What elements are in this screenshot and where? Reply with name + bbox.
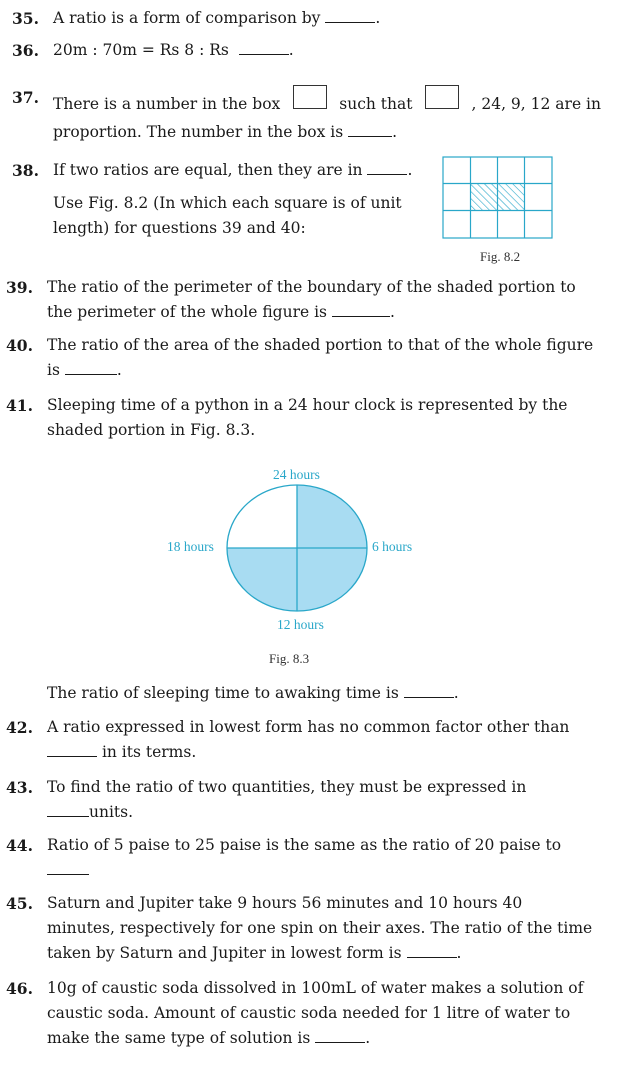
question-text: Sleeping time of a python in a 24 hour clock is represented by the: [47, 396, 568, 414]
period: .: [407, 161, 413, 179]
question-43: [47, 775, 595, 825]
answer-blank[interactable]: [47, 858, 89, 875]
question-text: shaded portion in Fig. 8.3.: [47, 421, 256, 439]
question-45: [47, 891, 595, 966]
shaded-quadrant-bottom-left: [227, 548, 297, 611]
question-text: is: [47, 361, 60, 379]
question-41-answer-line: [47, 681, 459, 706]
question-text: taken by Saturn and Jupiter in lowest form is: [47, 944, 402, 962]
question-46: [47, 976, 595, 1051]
answer-box[interactable]: [425, 85, 459, 109]
question-text: The ratio of the perimeter of the boundary of the shaded portion to: [47, 278, 576, 296]
question-number: 41.: [6, 396, 33, 415]
question-number: 37.: [12, 88, 39, 107]
question-text: The ratio of sleeping time to awaking time is: [47, 684, 399, 702]
instruction-line: Use Fig. 8.2 (In which each square is of unit: [53, 194, 402, 212]
period: .: [365, 1029, 371, 1047]
answer-blank[interactable]: [47, 800, 89, 817]
period: .: [456, 944, 462, 962]
question-text: minutes, respectively for one spin on their axes. The ratio of the time: [47, 919, 593, 937]
question-number: 44.: [6, 836, 33, 855]
question-37: [53, 85, 601, 145]
question-text: To find the ratio of two quantities, they must be expressed in: [47, 778, 527, 796]
question-number: 43.: [6, 778, 33, 797]
question-number: 39.: [6, 278, 33, 297]
fig-8-3-clock: [225, 484, 369, 614]
label-12-hours: 12 hours: [277, 617, 324, 632]
answer-blank[interactable]: [367, 158, 407, 175]
question-40: [47, 333, 595, 383]
question-number: 38.: [12, 161, 39, 180]
answer-blank[interactable]: [404, 681, 454, 698]
question-text: 10g of caustic soda dissolved in 100mL of water makes a solution of: [47, 979, 584, 997]
question-text: A ratio expressed in lowest form has no common factor other than: [47, 718, 570, 736]
question-39: [47, 275, 595, 325]
question-text: If two ratios are equal, then they are in: [53, 161, 363, 179]
question-text: Saturn and Jupiter take 9 hours 56 minutes and 10 hours 40: [47, 894, 523, 912]
question-number: 40.: [6, 336, 33, 355]
question-number: 45.: [6, 894, 33, 913]
question-text: A ratio is a form of comparison by: [53, 9, 321, 27]
question-text: units.: [89, 803, 134, 821]
shaded-cell: [498, 184, 525, 211]
question-42: [47, 715, 595, 765]
answer-blank[interactable]: [65, 358, 117, 375]
question-text: Ratio of 5 paise to 25 paise is the same as the ratio of 20 paise to: [47, 836, 562, 854]
question-text: in its terms.: [101, 743, 197, 761]
instruction-line: length) for questions 39 and 40:: [53, 219, 306, 237]
question-text: The ratio of the area of the shaded portion to that of the whole figure: [47, 336, 594, 354]
question-text: 20m : 70m = Rs 8 : Rs: [53, 41, 229, 59]
label-6-hours: 6 hours: [372, 539, 413, 554]
period: .: [288, 41, 294, 59]
grid-lines: [443, 157, 552, 238]
question-text: make the same type of solution is: [47, 1029, 311, 1047]
period: .: [375, 9, 381, 27]
period: .: [453, 684, 459, 702]
question-41: [47, 393, 595, 443]
answer-blank[interactable]: [325, 6, 375, 23]
question-text: the perimeter of the whole figure is: [47, 303, 327, 321]
fig-8-2-grid: [442, 156, 554, 240]
answer-blank[interactable]: [47, 740, 97, 757]
fig-caption: Fig. 8.3: [269, 651, 310, 666]
answer-blank[interactable]: [348, 120, 392, 137]
shaded-quadrant-top-right: [297, 485, 367, 548]
question-38: [53, 158, 412, 183]
label-18-hours: 18 hours: [167, 539, 214, 554]
fig-caption: Fig. 8.2: [480, 249, 521, 264]
question-36: [53, 38, 294, 63]
question-35: [53, 6, 380, 31]
question-text: proportion. The number in the box is: [53, 123, 344, 141]
answer-blank[interactable]: [407, 941, 457, 958]
question-number: 36.: [12, 41, 39, 60]
period: .: [389, 303, 395, 321]
question-number: 46.: [6, 979, 33, 998]
period: .: [392, 123, 398, 141]
period: .: [116, 361, 122, 379]
shaded-cell: [471, 184, 498, 211]
question-text: , 24, 9, 12 are in: [471, 95, 601, 113]
shaded-quadrant-bottom-right: [297, 548, 367, 611]
question-text: caustic soda. Amount of caustic soda needed for 1 litre of water to: [47, 1004, 571, 1022]
question-44: [47, 833, 595, 883]
question-number: 35.: [12, 9, 39, 28]
answer-box[interactable]: [293, 85, 327, 109]
label-24-hours: 24 hours: [273, 467, 320, 482]
answer-blank[interactable]: [315, 1026, 365, 1043]
fig-instruction: [53, 191, 402, 241]
answer-blank[interactable]: [332, 300, 390, 317]
question-text: There is a number in the box: [53, 95, 281, 113]
answer-blank[interactable]: [239, 38, 289, 55]
question-number: 42.: [6, 718, 33, 737]
question-text: such that: [339, 95, 413, 113]
